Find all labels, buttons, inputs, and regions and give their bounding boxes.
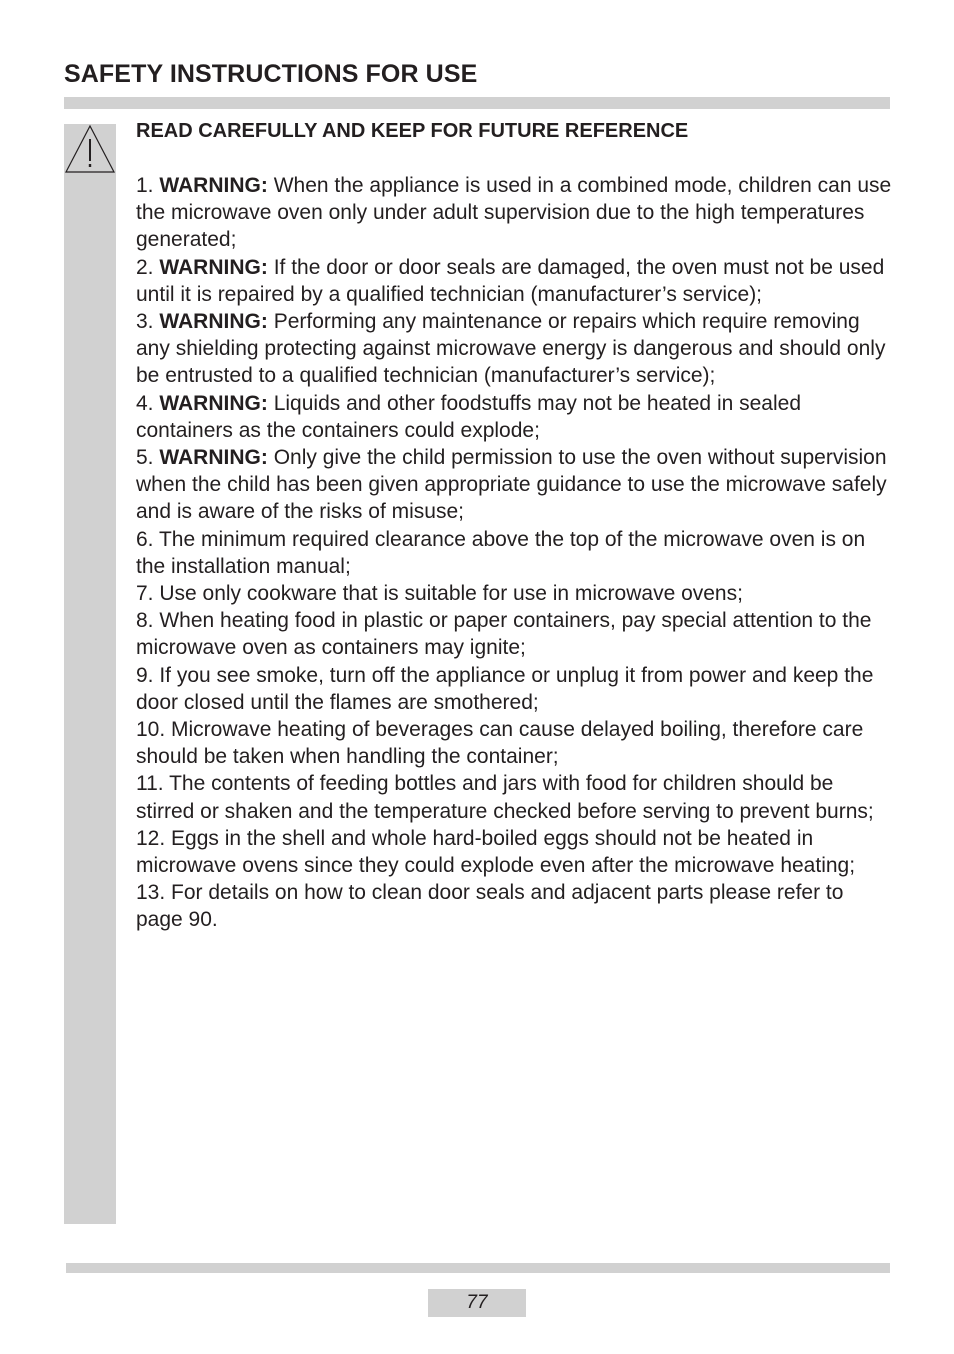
instruction-item <box>136 607 892 661</box>
item-number: 4. <box>136 391 160 415</box>
instruction-item <box>136 825 892 879</box>
item-text: Liquids and other foodstuffs may not be heated in sealed containers as the containers could explode; <box>136 391 802 442</box>
item-number: 1. <box>136 174 160 197</box>
footer-divider <box>66 1263 890 1273</box>
instructions-content <box>136 118 892 934</box>
warning-triangle-icon <box>64 124 116 174</box>
instruction-item <box>136 444 892 526</box>
item-text: If the door or door seals are damaged, the oven must not be used until it is repaired by a qualified technician (manufacturer’s service); <box>136 255 885 306</box>
item-number: 2. <box>136 255 160 279</box>
title-divider <box>64 97 890 109</box>
item-text: When the appliance is used in a combined mode, children can use the microwave oven only under adult supervision due to the high temperatures generated; <box>136 174 892 252</box>
warning-label: WARNING: <box>159 446 268 470</box>
warning-label: WARNING: <box>159 310 268 334</box>
item-text: 8. When heating food in plastic or paper containers, pay special attention to the microwave oven as containers may ignite; <box>136 609 872 660</box>
warning-label: WARNING: <box>159 391 268 415</box>
item-text: 6. The minimum required clearance above the top of the microwave oven is on the installation manual; <box>136 527 866 578</box>
page-number: 77 <box>428 1289 526 1317</box>
item-text: 7. Use only cookware that is suitable for use in microwave ovens; <box>136 582 743 606</box>
instruction-item <box>136 172 892 254</box>
item-number: 3. <box>136 310 160 334</box>
warning-label: WARNING: <box>159 255 268 279</box>
item-text: Only give the child permission to use the oven without supervision when the child has been given appropriate guidance to use the microwave safely and is aware of the risks of misuse; <box>136 446 887 524</box>
instruction-item <box>136 770 892 824</box>
subheading: READ CAREFULLY AND KEEP FOR FUTURE REFERENCE <box>136 120 689 142</box>
instruction-item <box>136 879 892 933</box>
item-text: 13. For details on how to clean door seals and adjacent parts please refer to page 90. <box>136 881 844 932</box>
item-text: 12. Eggs in the shell and whole hard-boiled eggs should not be heated in microwave ovens since they could explode even after the microwave heating; <box>136 826 856 878</box>
item-text: 9. If you see smoke, turn off the appliance or unplug it from power and keep the door closed until the flames are smothered; <box>136 663 874 714</box>
item-number: 5. <box>136 446 160 470</box>
warning-label: WARNING: <box>159 174 268 197</box>
instruction-item <box>136 662 892 716</box>
item-text: Performing any maintenance or repairs which require removing any shielding protecting against microwave energy is dangerous and should only be entrusted to a qualified technician (manufacturer’s service); <box>136 310 886 388</box>
side-bar <box>64 124 116 1224</box>
instruction-item <box>136 580 892 607</box>
instruction-item <box>136 526 892 580</box>
instruction-item <box>136 390 892 444</box>
item-text: 10. Microwave heating of beverages can cause delayed boiling, therefore care should be taken when handling the container; <box>136 718 864 769</box>
instruction-item <box>136 254 892 308</box>
instruction-item <box>136 716 892 770</box>
page-title: SAFETY INSTRUCTIONS FOR USE <box>64 60 478 88</box>
instruction-item <box>136 308 892 390</box>
instruction-list <box>136 172 892 934</box>
item-text: 11. The contents of feeding bottles and jars with food for children should be stirred or shaken and the temperature checked before serving to prevent burns; <box>136 772 874 823</box>
